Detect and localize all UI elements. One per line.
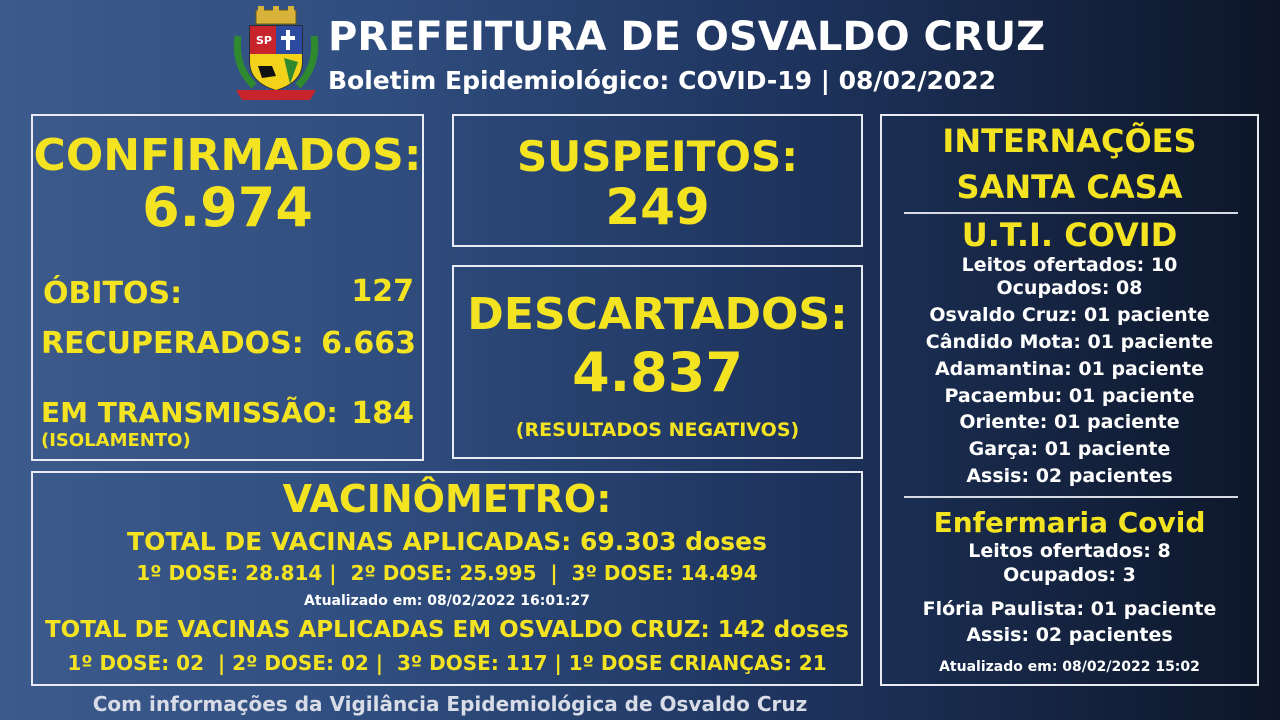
vaccine-local-doses: 1º DOSE: 02 | 2º DOSE: 02 | 3º DOSE: 117 | 1º DOSE CRIANÇAS: 21 — [67, 651, 827, 675]
hospital-title-1: INTERNAÇÕES — [942, 122, 1197, 160]
vaccine-total: TOTAL DE VACINAS APLICADAS: 69.303 doses — [127, 527, 767, 556]
crest-text: SP — [256, 34, 272, 47]
transmissao-value: 184 — [351, 396, 414, 431]
hospital-updated: Atualizado em: 08/02/2022 15:02 — [939, 659, 1200, 675]
recuperados-label: RECUPERADOS: — [41, 326, 304, 361]
discarded-panel — [452, 265, 863, 459]
city-crest-logo — [232, 6, 320, 104]
vaccine-panel — [31, 471, 863, 686]
suspects-panel — [452, 114, 863, 247]
divider — [904, 212, 1238, 214]
vaccine-local-total: TOTAL DE VACINAS APLICADAS EM OSVALDO CRUZ: 142 doses — [44, 617, 849, 643]
suspects-value: 249 — [605, 178, 710, 236]
vaccine-updated: Atualizado em: 08/02/2022 16:01:27 — [304, 593, 590, 609]
uti-title: U.T.I. COVID — [961, 216, 1178, 254]
uti-patient: Pacaembu: 01 paciente — [944, 385, 1195, 407]
obitos-value: 127 — [351, 274, 414, 309]
uti-patient: Osvaldo Cruz: 01 paciente — [929, 304, 1210, 326]
recuperados-value: 6.663 — [321, 326, 416, 361]
uti-ocupados: Ocupados: 08 — [996, 277, 1143, 299]
transmissao-label: EM TRANSMISSÃO: — [41, 396, 338, 429]
vaccine-title: VACINÔMETRO: — [282, 477, 612, 521]
divider — [904, 496, 1238, 498]
confirmed-panel — [31, 114, 424, 461]
ward-patient: Flória Paulista: 01 paciente — [922, 598, 1217, 620]
transmissao-note: (ISOLAMENTO) — [41, 430, 191, 451]
uti-patient: Garça: 01 paciente — [968, 438, 1171, 460]
uti-patient: Adamantina: 01 paciente — [934, 358, 1205, 380]
discarded-value: 4.837 — [572, 341, 743, 404]
ward-leitos: Leitos ofertados: 8 — [968, 540, 1171, 562]
page-subtitle: Boletim Epidemiológico: COVID-19 | 08/02/2022 — [328, 66, 997, 95]
confirmed-label: CONFIRMADOS: — [33, 130, 422, 181]
discarded-note: (RESULTADOS NEGATIVOS) — [515, 419, 800, 441]
confirmed-value: 6.974 — [142, 176, 313, 239]
discarded-label: DESCARTADOS: — [467, 289, 848, 340]
ward-ocupados: Ocupados: 3 — [1003, 564, 1136, 586]
page-title: PREFEITURA DE OSVALDO CRUZ — [328, 14, 1046, 60]
uti-patient: Oriente: 01 paciente — [959, 411, 1180, 433]
vaccine-doses: 1º DOSE: 28.814 | 2º DOSE: 25.995 | 3º DOSE: 14.494 — [136, 561, 758, 585]
uti-patient: Cândido Mota: 01 paciente — [925, 331, 1214, 353]
ward-patient: Assis: 02 pacientes — [966, 624, 1173, 646]
uti-patient: Assis: 02 pacientes — [966, 465, 1173, 487]
ward-title: Enfermaria Covid — [933, 506, 1206, 539]
footer-source: Com informações da Vigilância Epidemiológica de Osvaldo Cruz — [92, 692, 808, 716]
suspects-label: SUSPEITOS: — [516, 132, 799, 181]
hospital-panel — [880, 114, 1259, 686]
hospital-title-2: SANTA CASA — [956, 168, 1183, 206]
uti-leitos: Leitos ofertados: 10 — [961, 254, 1178, 276]
obitos-label: ÓBITOS: — [43, 276, 183, 311]
